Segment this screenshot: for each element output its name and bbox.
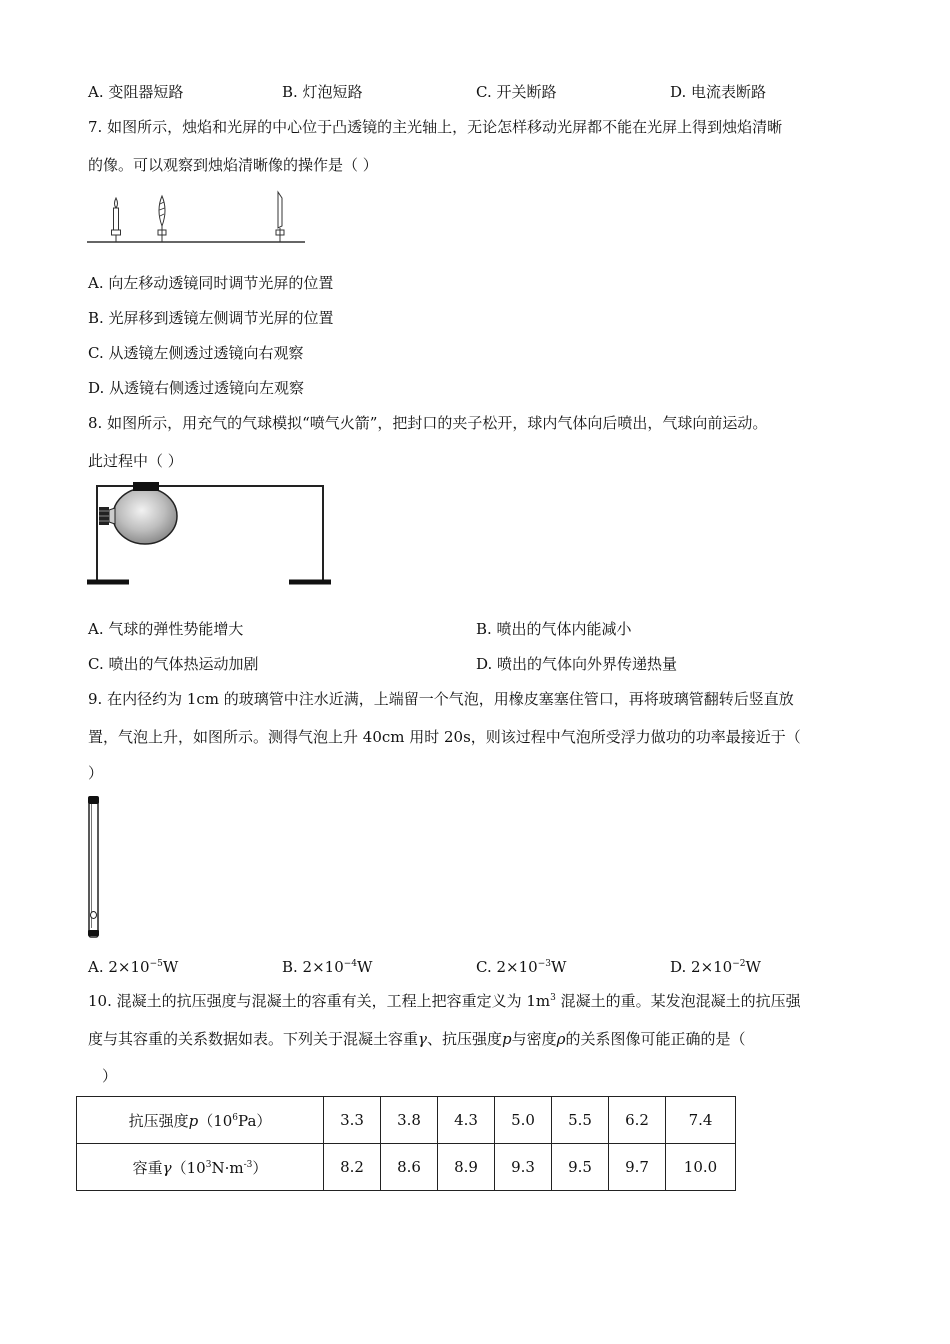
table-cell: 3.3 [324, 1097, 381, 1144]
air-bubble [91, 912, 97, 919]
table-cell: 7.4 [666, 1097, 736, 1144]
q7-stem-line1: 7. 如图所示，烛焰和光屏的中心位于凸透镜的主光轴上，无论怎样移动光屏都不能在光屏上得到烛焰清晰 [88, 118, 783, 136]
q6-option-a: A. 变阻器短路 [88, 83, 184, 101]
q9-stem-line3: ） [88, 764, 104, 782]
q6-option-c: C. 开关断路 [476, 83, 557, 101]
q10-stem-line1: 10. 混凝土的抗压强度与混凝土的容重有关，工程上把容重定义为 $1m^3$ 混凝土的重。某发泡混凝土的抗压强 [88, 992, 801, 1010]
row-label-strength: 抗压强度$p(10^6Pa)$ [77, 1097, 324, 1144]
q8-option-d: D. 喷出的气体向外界传递热量 [476, 655, 678, 673]
table-cell: 9.3 [495, 1144, 552, 1191]
q9-option-d: D. $2\times 10^{-2}W$ [670, 958, 761, 976]
q7-option-d: D. 从透镜右侧透过透镜向左观察 [88, 379, 305, 397]
table-cell: 9.7 [609, 1144, 666, 1191]
q10-stem-line2: 度与其容重的关系数据如表。下列关于混凝土容重γ、抗压强度p与密度ρ的关系图像可能正确的是（ [88, 1030, 746, 1048]
q8-option-c: C. 喷出的气体热运动加剧 [88, 655, 259, 673]
q9-stem-line1: 9. 在内径约为 1cm 的玻璃管中注水近满，上端留一个气泡，用橡皮塞塞住管口，再将玻璃管翻转后竖直放 [88, 690, 794, 708]
q7-optics-bench-figure [85, 190, 310, 246]
light-screen-icon [276, 192, 284, 242]
q10-stem-line3: ） [102, 1067, 118, 1085]
q9-stem-line2: 置，气泡上升，如图所示。测得气泡上升 40cm 用时 20s，则该过程中气泡所受浮力做功的功率最接近于（ [88, 728, 801, 746]
table-cell: 5.0 [495, 1097, 552, 1144]
table-row-unit-weight [77, 1144, 736, 1191]
q7-option-b: B. 光屏移到透镜左侧调节光屏的位置 [88, 309, 334, 327]
q7-option-a: A. 向左移动透镜同时调节光屏的位置 [88, 274, 334, 292]
table-cell: 8.9 [438, 1144, 495, 1191]
table-cell: 8.6 [381, 1144, 438, 1191]
q7-option-c: C. 从透镜左侧透过透镜向右观察 [88, 344, 304, 362]
q8-balloon-rocket-figure [85, 478, 335, 590]
q9-option-b: B. $2\times 10^{-4}W$ [282, 958, 373, 976]
table-row-strength [77, 1097, 736, 1144]
slider-block [133, 482, 159, 491]
table-cell: 9.5 [552, 1144, 609, 1191]
q9-option-a: A. $2\times 10^{-5}W$ [88, 958, 179, 976]
row-label-unit-weight: 容重$\gamma(10^3N\cdot m^{-3})$ [77, 1144, 324, 1191]
table-cell: 3.8 [381, 1097, 438, 1144]
balloon-icon [109, 488, 177, 544]
q9-glass-tube-figure [84, 794, 104, 940]
q6-option-d: D. 电流表断路 [670, 83, 767, 101]
table-cell: 10.0 [666, 1144, 736, 1191]
rubber-stopper [88, 796, 99, 804]
q7-stem-line2: 的像。可以观察到烛焰清晰像的操作是（ ） [88, 156, 378, 174]
q8-option-a: A. 气球的弹性势能增大 [88, 620, 244, 638]
table-cell: 4.3 [438, 1097, 495, 1144]
q6-option-b: B. 灯泡短路 [282, 83, 363, 101]
q10-data-table [76, 1096, 736, 1191]
clip-icon [99, 507, 109, 525]
q8-stem-line1: 8. 如图所示，用充气的气球模拟“喷气火箭”，把封口的夹子松开，球内气体向后喷出，气球向前运动。 [88, 414, 768, 432]
candle-icon [112, 198, 121, 242]
q9-option-c: C. $2\times 10^{-3}W$ [476, 958, 567, 976]
table-cell: 6.2 [609, 1097, 666, 1144]
table-cell: 8.2 [324, 1144, 381, 1191]
q8-option-b: B. 喷出的气体内能减小 [476, 620, 632, 638]
table-cell: 5.5 [552, 1097, 609, 1144]
q8-stem-line2: 此过程中（ ） [88, 452, 183, 470]
convex-lens-icon [158, 196, 166, 242]
